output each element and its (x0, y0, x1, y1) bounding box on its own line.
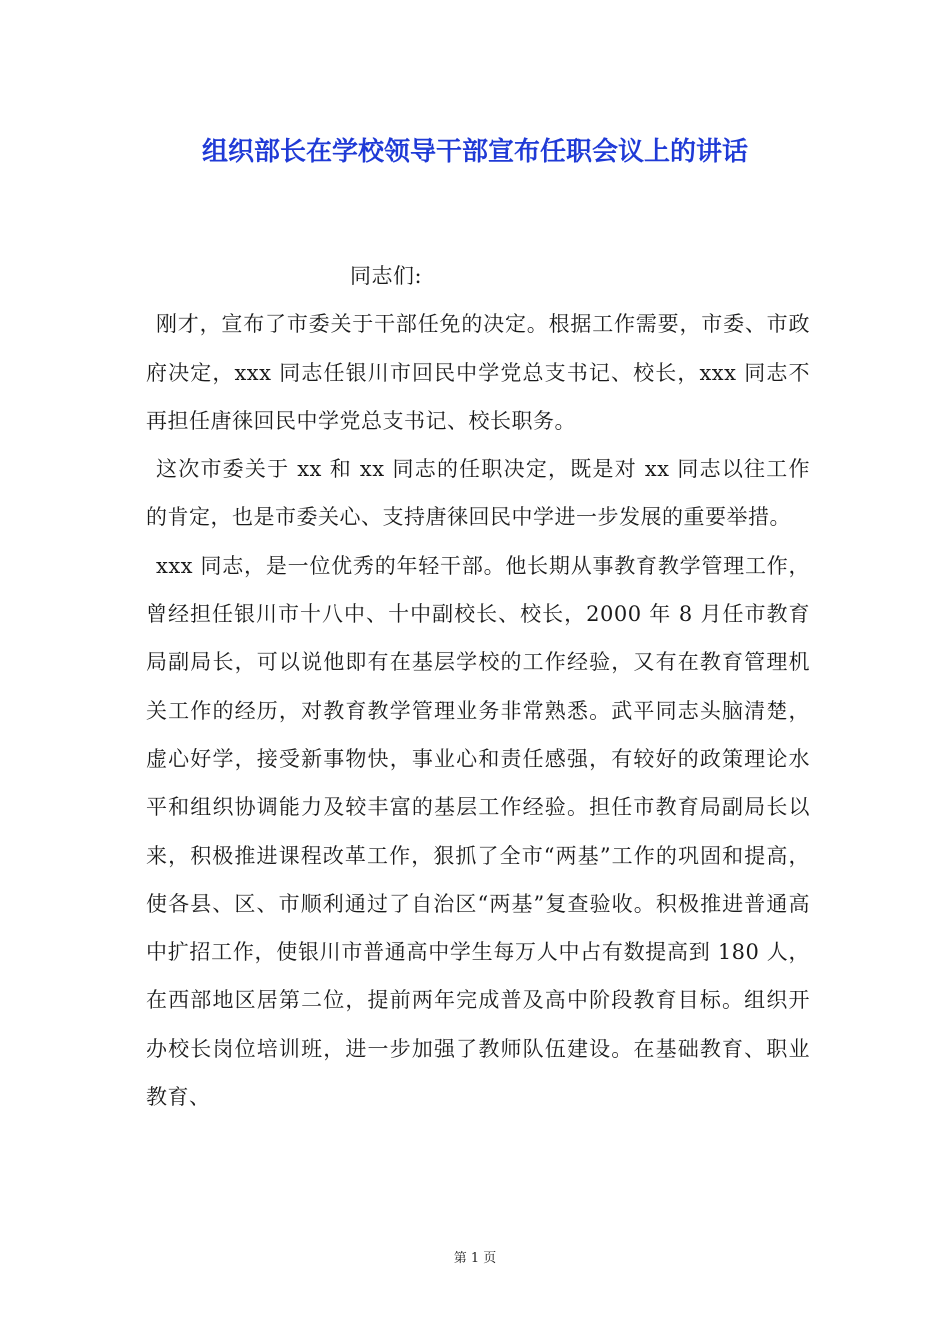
paragraph-1: 刚才，宣布了市委关于干部任免的决定。根据工作需要，市委、市政府决定，xxx 同志任银川市回民中学党总支书记、校长，xxx 同志不再担任唐徕回民中学党总支书记、校长职务。 (146, 312, 810, 433)
document-body (146, 252, 810, 1121)
document-title: 组织部长在学校领导干部宣布任职会议上的讲话 (201, 137, 748, 167)
paragraph-3: xxx 同志，是一位优秀的年轻干部。他长期从事教育教学管理工作，曾经担任银川市十八中、十中副校长、校长，2000 年 8 月任市教育局副局长，可以说他即有在基层学校的工作经验，又有在教育管理机关工作的经历，对教育教学管理业务非常熟悉。武平同志头脑清楚，虚心好学，接受新事物快，事业心和责任感强，有较好的政策理论水平和组织协调能力及较丰富的基层工作经验。担任市教育局副局长以来，积极推进课程改革工作，狠抓了全市“两基”工作的巩固和提高，使各县、区、市顺利通过了自治区“两基”复查验收。积极推进普通高中扩招工作，使银川市普通高中学生每万人中占有数提高到 180 人，在西部地区居第二位，提前两年完成普及高中阶段教育目标。组织开办校长岗位培训班，进一步加强了教师队伍建设。在基础教育、职业教育、 (146, 553, 810, 1110)
page-number: 第 1 页 (453, 1251, 497, 1266)
paragraph-2: 这次市委关于 xx 和 xx 同志的任职决定，既是对 xx 同志以往工作的肯定，也是市委关心、支持唐徕回民中学进一步发展的重要举措。 (146, 457, 810, 530)
salutation: 同志们: (350, 264, 423, 288)
